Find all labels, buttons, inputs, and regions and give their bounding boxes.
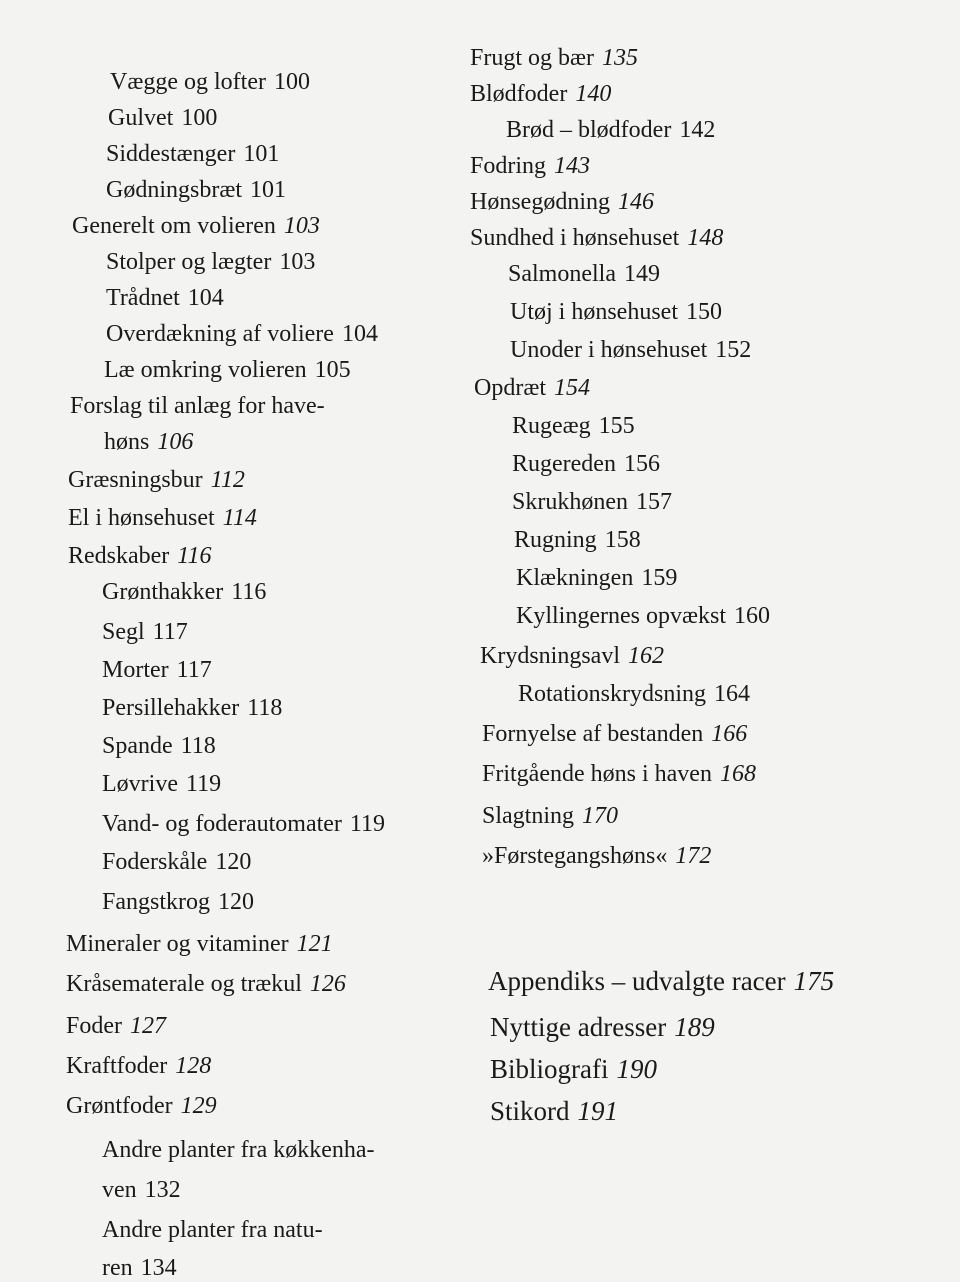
toc-entry-title: Grønthakker [102, 579, 224, 605]
toc-entry-title: Vægge og lofter [110, 69, 266, 95]
toc-entry-page-number: 166 [711, 721, 748, 747]
toc-entry [106, 320, 378, 348]
toc-entry-page-number: 128 [175, 1053, 212, 1079]
toc-entry [108, 104, 217, 132]
toc-entry [106, 248, 315, 276]
toc-entry [70, 392, 325, 420]
toc-entry [68, 542, 212, 570]
toc-entry-title: Krydsningsavl [480, 643, 620, 669]
toc-entry-page-number: 150 [686, 299, 722, 325]
toc-entry-page-number: 105 [314, 357, 351, 383]
toc-entry-title: Rugereden [512, 451, 616, 477]
toc-entry-page-number: 148 [687, 225, 724, 251]
toc-entry-page-number: 106 [157, 429, 194, 455]
toc-entry-page-number: 154 [554, 375, 590, 401]
toc-entry-page-number: 168 [719, 761, 756, 787]
toc-entry-page-number: 159 [641, 565, 678, 591]
toc-entry-title: Brød – blødfoder [506, 117, 672, 143]
toc-entry-page-number: 134 [140, 1255, 177, 1281]
toc-entry [110, 68, 310, 96]
toc-left-column [0, 0, 470, 1280]
toc-entry-page-number: 117 [152, 619, 188, 645]
toc-entry-title: Sundhed i hønsehuset [470, 225, 680, 251]
toc-entry-title: Kyllingernes opvækst [516, 603, 726, 629]
toc-entry-title: Fodring [470, 153, 547, 179]
toc-entry-page-number: 120 [218, 889, 254, 915]
toc-entry-title: Stikord [490, 1096, 570, 1126]
toc-entry-page-number: 127 [130, 1013, 166, 1039]
toc-entry-title: Læ omkring volieren [104, 357, 307, 383]
toc-entry-title: Fornyelse af bestanden [482, 721, 704, 747]
toc-entry-title: Siddestænger [106, 141, 236, 167]
toc-entry-title: Andre planter fra køkkenha- [102, 1137, 375, 1163]
toc-entry-page-number: 120 [215, 849, 252, 875]
toc-entry-page-number: 126 [309, 971, 346, 997]
toc-entry-page-number: 142 [679, 117, 716, 143]
toc-entry-page-number: 132 [144, 1177, 181, 1203]
toc-entry [102, 1216, 323, 1244]
toc-entry [102, 618, 188, 646]
toc-entry-title: Hønsegødning [470, 189, 610, 215]
toc-entry-page-number: 100 [273, 69, 310, 95]
toc-entry-page-number: 156 [623, 451, 660, 477]
toc-entry [102, 810, 385, 838]
toc-entry-page-number: 191 [577, 1096, 619, 1126]
toc-entry-page-number: 189 [674, 1012, 715, 1042]
toc-entry-title: Redskaber [68, 543, 170, 569]
toc-entry-page-number: 119 [185, 771, 222, 797]
toc-entry-page-number: 157 [636, 489, 672, 515]
toc-entry [66, 1012, 166, 1040]
toc-entry-title: Nyttige adresser [490, 1012, 667, 1042]
toc-entry-page-number: 190 [616, 1054, 657, 1084]
toc-entry-title: Frugt og bær [470, 45, 595, 71]
toc-entry-title: Skrukhønen [512, 489, 628, 515]
toc-entry-title: Løvrive [102, 771, 178, 797]
toc-entry-title: Klækningen [516, 565, 634, 591]
toc-entry-title: Forslag til anlæg for have- [70, 393, 325, 419]
toc-entry [102, 1254, 177, 1282]
toc-appendix-entry [488, 966, 834, 996]
toc-appendix-section [470, 0, 960, 1280]
toc-entry-title: ren [102, 1255, 133, 1281]
toc-entry [104, 356, 351, 384]
toc-entry-title: høns [104, 429, 150, 455]
toc-entry-page-number: 160 [734, 603, 770, 629]
toc-entry-page-number: 158 [604, 527, 641, 553]
toc-entry [66, 1092, 217, 1120]
toc-entry [66, 930, 333, 958]
toc-entry-page-number: 162 [628, 643, 664, 669]
toc-entry-page-number: 118 [247, 695, 283, 721]
toc-entry [106, 140, 279, 168]
toc-entry-title: Rugning [514, 527, 597, 553]
toc-entry-title: Mineraler og vitaminer [66, 931, 289, 957]
toc-entry-title: Gulvet [108, 105, 174, 131]
toc-entry-page-number: 149 [623, 261, 660, 287]
toc-entry-page-number: 116 [231, 579, 267, 605]
toc-entry [102, 1176, 181, 1204]
toc-entry-page-number: 164 [714, 681, 751, 707]
toc-entry [66, 970, 346, 998]
toc-entry-title: Andre planter fra natu- [102, 1217, 323, 1243]
toc-entry-title: Rugeæg [512, 413, 591, 439]
toc-entry-title: Foder [66, 1013, 122, 1039]
toc-entry-title: Gødningsbræt [106, 177, 243, 203]
toc-entry [102, 848, 251, 876]
toc-entry-title: Morter [102, 657, 169, 683]
toc-entry-page-number: 112 [210, 467, 245, 493]
toc-entry [66, 1052, 211, 1080]
toc-entry-title: Stolper og lægter [106, 249, 272, 275]
toc-entry-page-number: 103 [283, 213, 320, 239]
toc-entry [104, 428, 193, 456]
toc-entry-page-number: 116 [177, 543, 212, 569]
toc-entry [68, 466, 245, 494]
toc-entry-page-number: 114 [222, 505, 257, 531]
toc-entry-page-number: 175 [793, 966, 835, 996]
toc-entry-title: Græsningsbur [68, 467, 203, 493]
toc-entry [102, 578, 266, 606]
toc-entry [102, 888, 254, 916]
toc-entry-title: Opdræt [474, 375, 546, 401]
toc-entry [72, 212, 320, 240]
toc-entry [102, 770, 221, 798]
toc-entry-title: Spande [102, 733, 173, 759]
toc-entry [102, 1136, 375, 1164]
toc-entry-page-number: 101 [243, 141, 280, 167]
toc-entry-title: Segl [102, 619, 145, 645]
toc-entry-title: Fritgående høns i haven [482, 761, 712, 787]
toc-entry [106, 176, 286, 204]
toc-entry-title: Trådnet [106, 285, 180, 311]
toc-entry-page-number: 104 [341, 321, 378, 347]
toc-entry-page-number: 146 [618, 189, 654, 215]
toc-entry-page-number: 143 [554, 153, 591, 179]
toc-entry-page-number: 170 [582, 803, 619, 829]
toc-entry [102, 732, 216, 760]
toc-entry-page-number: 152 [715, 337, 752, 363]
toc-entry [102, 656, 212, 684]
toc-entry-title: Foderskåle [102, 849, 208, 875]
toc-entry-page-number: 117 [176, 657, 212, 683]
toc-entry-title: Kraftfoder [66, 1053, 168, 1079]
toc-entry [68, 504, 257, 532]
toc-entry-page-number: 121 [296, 931, 333, 957]
toc-entry-title: Generelt om volieren [72, 213, 276, 239]
toc-entry-title: Slagtning [482, 803, 575, 829]
toc-entry-page-number: 101 [250, 177, 287, 203]
toc-entry-page-number: 172 [675, 843, 712, 869]
toc-entry-title: El i hønsehuset [68, 505, 215, 531]
toc-entry-title: Utøj i hønsehuset [510, 299, 678, 325]
toc-entry-title: Persillehakker [102, 695, 240, 721]
toc-entry-title: Fangstkrog [102, 889, 210, 915]
toc-entry-title: Overdækning af voliere [106, 321, 334, 347]
toc-entry-page-number: 155 [598, 413, 635, 439]
toc-appendix-entry [490, 1054, 657, 1084]
toc-entry-title: Kråsematerale og trækul [66, 971, 302, 997]
toc-entry-title: Vand- og foderautomater [102, 811, 342, 837]
toc-entry-page-number: 104 [187, 285, 224, 311]
toc-entry-title: Rotationskrydsning [518, 681, 707, 707]
toc-appendix-entry [490, 1096, 618, 1126]
toc-entry [106, 284, 224, 312]
toc-entry-title: Appendiks – udvalgte racer [488, 966, 786, 996]
toc-entry [102, 694, 282, 722]
toc-entry-title: Blødfoder [470, 81, 568, 107]
toc-entry-title: ven [102, 1177, 137, 1203]
toc-entry-title: Salmonella [508, 261, 616, 287]
toc-entry-page-number: 135 [602, 45, 639, 71]
toc-entry-page-number: 100 [181, 105, 218, 131]
toc-entry-title: Bibliografi [490, 1054, 609, 1084]
toc-entry-page-number: 103 [279, 249, 316, 275]
toc-entry-page-number: 129 [180, 1093, 217, 1119]
toc-entry-page-number: 119 [349, 811, 386, 837]
toc-entry-title: Grøntfoder [66, 1093, 173, 1119]
toc-appendix-entry [490, 1012, 715, 1042]
toc-entry-title: Unoder i hønsehuset [510, 337, 708, 363]
toc-entry-page-number: 140 [575, 81, 612, 107]
toc-entry-title: »Førstegangshøns« [482, 843, 668, 869]
toc-entry-page-number: 118 [180, 733, 216, 759]
